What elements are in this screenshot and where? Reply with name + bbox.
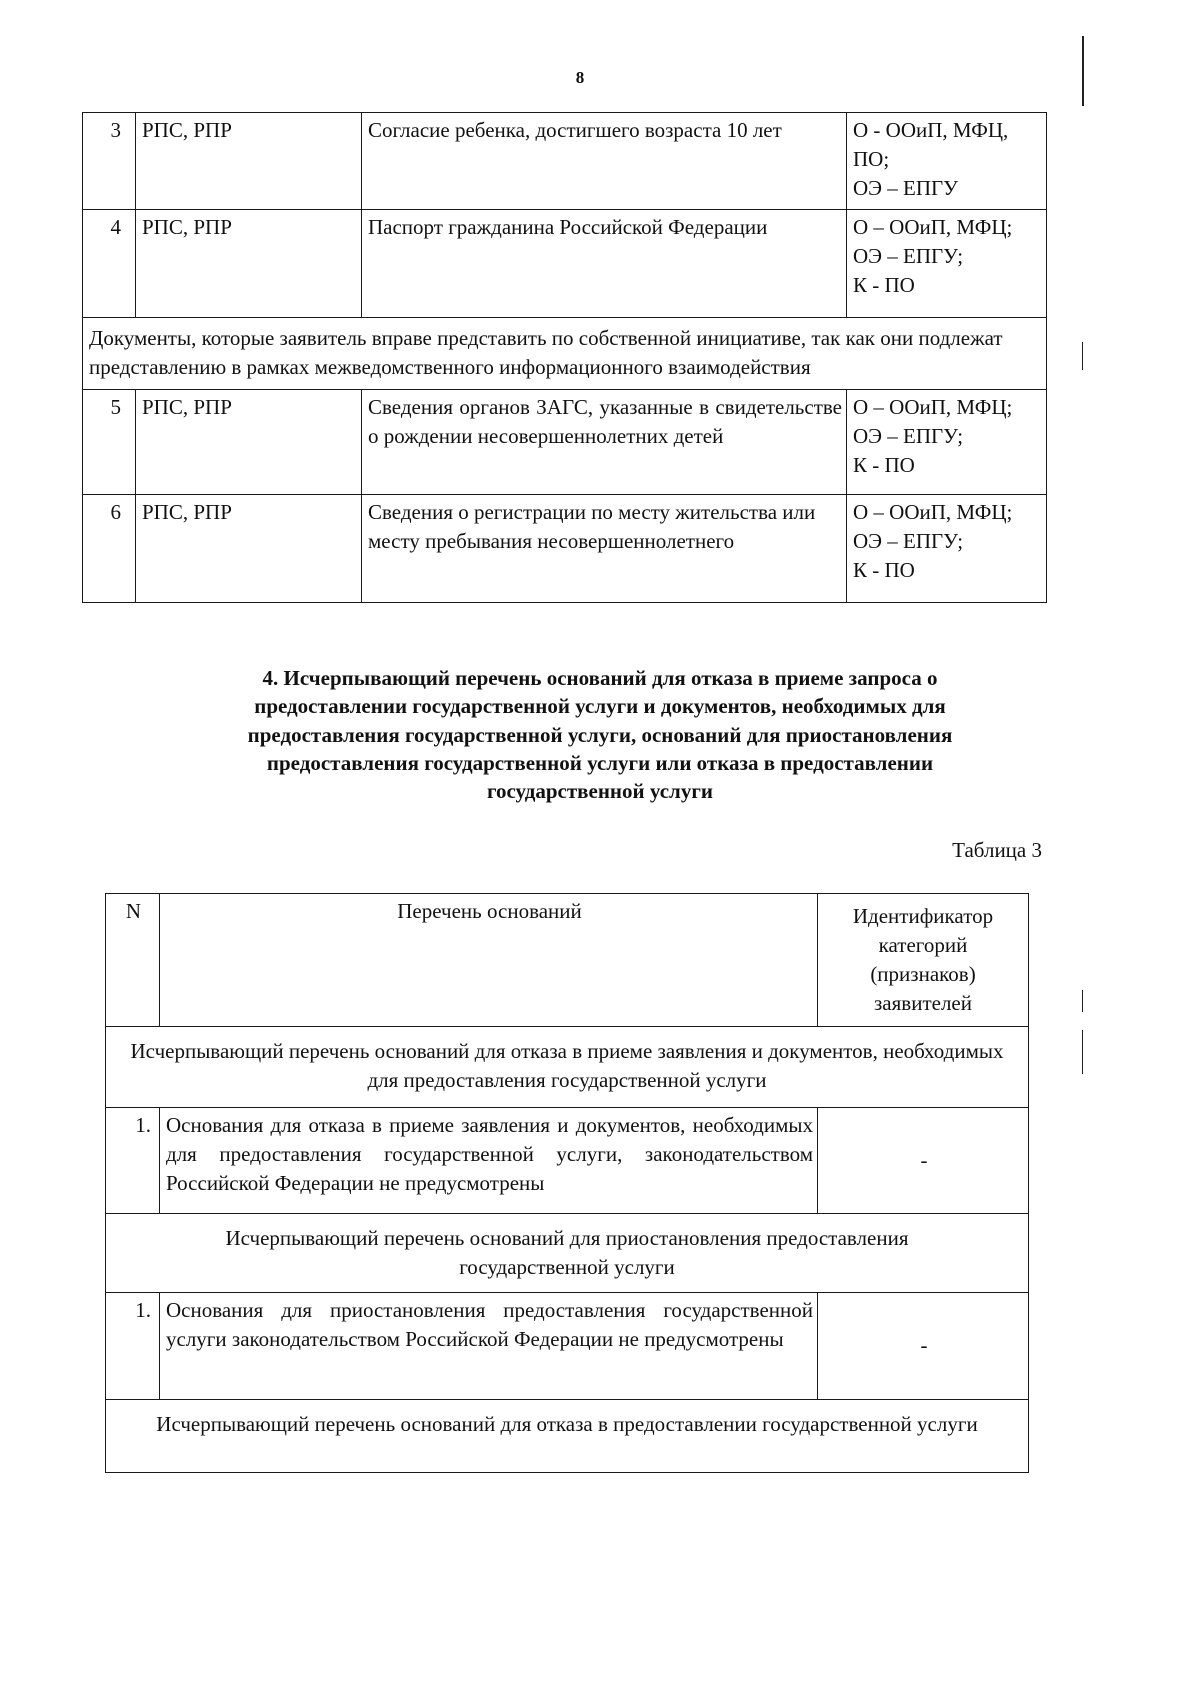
scan-edge-mark [1082, 990, 1083, 1012]
applicant-categories: РПС, РПР [136, 113, 362, 210]
method-line: К - ПО [853, 557, 915, 582]
method-line: К - ПО [853, 452, 915, 477]
subheader-text: Исчерпывающий перечень оснований для отказа в предоставлении государственной услуги [156, 1411, 978, 1436]
subheader-row [106, 1027, 1029, 1108]
row-number: 1. [106, 1108, 160, 1214]
section-heading-text: 4. Исчерпывающий перечень оснований для отказа в приеме запроса о предоставлении государственной услуги и документов, необходимых для предоставления государственной услуги, оснований для приостановления предоставления государственной услуги или отказа в предоставлении государственной услуги [247, 666, 953, 804]
row-number: 1. [106, 1292, 160, 1399]
table-row [83, 210, 1047, 318]
documents-table [82, 112, 1047, 603]
identifier-value: - [818, 1108, 1029, 1214]
method-line: О – ООиП, МФЦ; [853, 395, 1013, 419]
group-header: Документы, которые заявитель вправе представить по собственной инициативе, так как они подлежат представлению в рамках межведомственного информационного взаимодействия [83, 318, 1047, 390]
method-line: К - ПО [853, 272, 915, 297]
scan-edge-mark [1082, 36, 1084, 106]
document-name: Паспорт гражданина Российской Федерации [362, 210, 847, 318]
method-line: О – ООиП, МФЦ; [853, 215, 1013, 239]
grounds-text: Основания для приостановления предоставления государственной услуги законодательством Российской Федерации не предусмотрены [160, 1292, 818, 1399]
scan-edge-mark [1082, 1030, 1083, 1074]
method-line: О - ООиП, МФЦ, ПО; [853, 118, 1009, 171]
subheader-refusal-service [106, 1399, 1029, 1472]
table-row [106, 1108, 1029, 1214]
subheader-suspension [106, 1214, 1029, 1293]
identifier-value: - [818, 1292, 1029, 1399]
submission-methods [847, 210, 1047, 318]
row-number: 5 [83, 390, 136, 495]
subheader-refusal-acceptance [106, 1027, 1029, 1108]
method-line: ОЭ – ЕПГУ; [853, 243, 964, 268]
group-header-row [83, 318, 1047, 390]
subheader-text: Исчерпывающий перечень оснований для приостановления предоставления государственной услуги [225, 1226, 909, 1279]
method-line: О – ООиП, МФЦ; [853, 500, 1013, 524]
row-number: 3 [83, 113, 136, 210]
document-name: Сведения о регистрации по месту жительства или месту пребывания несовершеннолетнего [362, 495, 847, 603]
table-row [106, 1292, 1029, 1399]
method-line: ОЭ – ЕПГУ [853, 175, 959, 200]
page-number: 8 [575, 68, 585, 87]
table-row [83, 390, 1047, 495]
scan-edge-mark [1082, 342, 1083, 370]
method-line: ОЭ – ЕПГУ; [853, 528, 964, 553]
applicant-categories: РПС, РПР [136, 210, 362, 318]
header-row [106, 894, 1029, 1027]
grounds-table [105, 893, 1029, 1473]
applicant-categories: РПС, РПР [136, 390, 362, 495]
section-heading [0, 664, 1200, 806]
subheader-row [106, 1399, 1029, 1472]
subheader-text: Исчерпывающий перечень оснований для отказа в приеме заявления и документов, необходимых для предоставления государственной услуги [130, 1039, 1004, 1092]
applicant-categories: РПС, РПР [136, 495, 362, 603]
table-row [83, 495, 1047, 603]
submission-methods [847, 495, 1047, 603]
submission-methods [847, 390, 1047, 495]
column-header-identifier: Идентификатор категорий (признаков) заявителей [818, 894, 1029, 1027]
column-header-number: N [106, 894, 160, 1027]
document-name: Согласие ребенка, достигшего возраста 10 лет [362, 113, 847, 210]
submission-methods [847, 113, 1047, 210]
row-number: 4 [83, 210, 136, 318]
table-caption: Таблица 3 [952, 838, 1042, 862]
document-name: Сведения органов ЗАГС, указанные в свидетельстве о рождении несовершеннолетних детей [362, 390, 847, 495]
column-header-list: Перечень оснований [160, 894, 818, 1027]
subheader-row [106, 1214, 1029, 1293]
table-row [83, 113, 1047, 210]
method-line: ОЭ – ЕПГУ; [853, 423, 964, 448]
row-number: 6 [83, 495, 136, 603]
grounds-text: Основания для отказа в приеме заявления и документов, необходимых для предоставления государственной услуги, законодательством Российской Федерации не предусмотрены [160, 1108, 818, 1214]
